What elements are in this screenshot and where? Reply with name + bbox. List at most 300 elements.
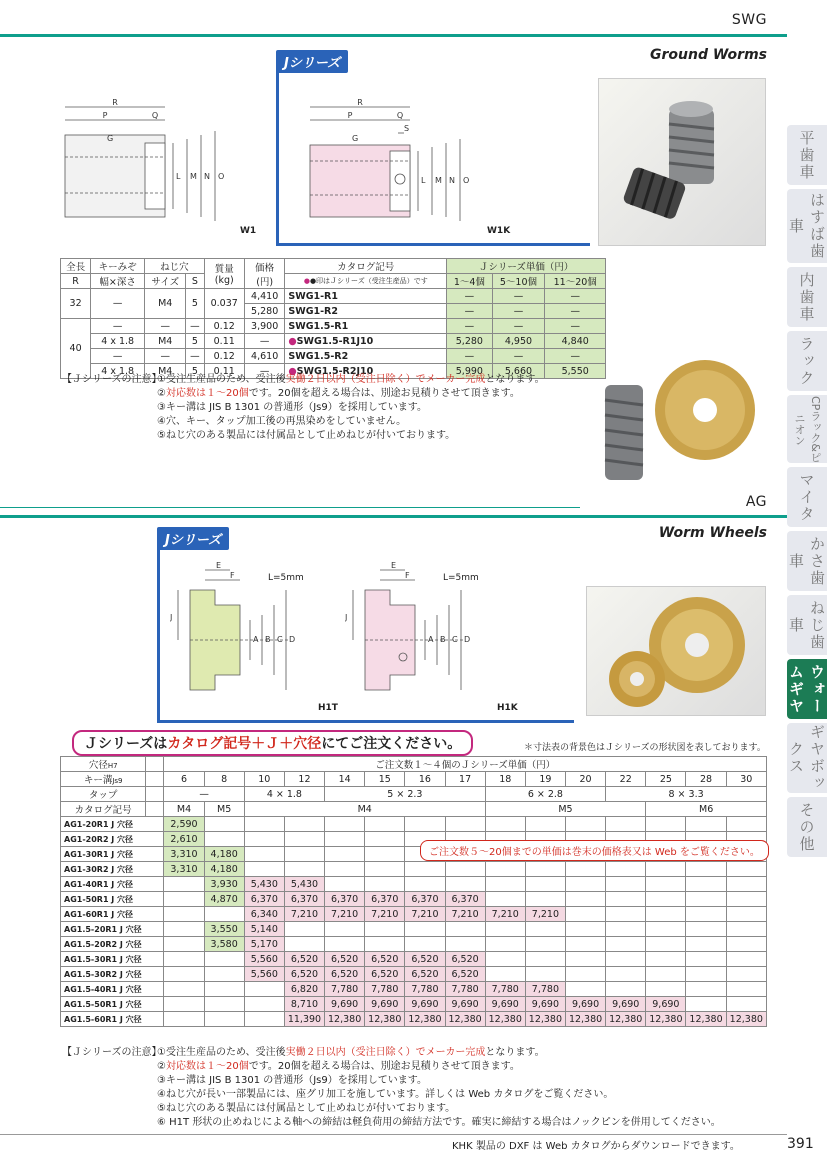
price-cell: [244, 832, 284, 847]
price-cell: 7,210: [405, 907, 445, 922]
price-cell: [726, 907, 766, 922]
bore-16: 16: [405, 772, 445, 787]
w1k-label-o: O: [463, 176, 470, 185]
note-item: [157, 429, 545, 443]
note-item: [157, 401, 545, 415]
h1t-name: H1T: [318, 703, 338, 713]
cell-catalog: [285, 304, 447, 319]
h1t-l-value: L=5mm: [268, 573, 304, 583]
price-cell: [164, 967, 204, 982]
price-cell: [244, 982, 284, 997]
worm-gear-set-photo: [600, 355, 770, 485]
price-cell: [565, 937, 605, 952]
th-kakaku: 価格 (円): [244, 259, 284, 289]
section-rule-swg: [0, 34, 787, 37]
price-cell: 6,520: [405, 967, 445, 982]
h1t-label-j: J: [170, 613, 173, 622]
price-cell: 4,180: [204, 847, 244, 862]
h1k-label-b: B: [440, 635, 446, 644]
price-cell: 6,520: [365, 952, 405, 967]
th-key-sub: Js9: [112, 777, 123, 785]
price-cell: 5,140: [244, 922, 284, 937]
price-cell: [565, 862, 605, 877]
price-cell: [325, 862, 365, 877]
price-cell: [325, 832, 365, 847]
price-cell: 12,380: [325, 1012, 365, 1027]
cell-catalog: [285, 334, 447, 349]
w1k-label-q: Q: [396, 111, 404, 120]
h1k-label-c: C: [452, 635, 458, 644]
bore-28: 28: [686, 772, 726, 787]
note-emphasis: 実働２日以内（受注日除く）でメーカー完成: [285, 374, 486, 385]
price-cell: [525, 937, 565, 952]
price-cell: 9,690: [565, 997, 605, 1012]
price-cell: 12,380: [365, 1012, 405, 1027]
price-cell: [164, 952, 204, 967]
cell-catalog: AG1-20R1 J 穴径: [61, 817, 164, 832]
price-cell: [445, 862, 485, 877]
cell-p2: 5,660: [492, 364, 545, 379]
price-cell: 3,310: [164, 862, 204, 877]
price-cell: [164, 997, 204, 1012]
cell-r: 32: [61, 289, 91, 319]
note-item: [157, 1088, 721, 1102]
ag-notes: [62, 1046, 767, 1132]
price-cell: [565, 892, 605, 907]
note-text: です。20個を超える場合は、別途お見積りさせて頂きます。: [248, 388, 520, 399]
cell-size: M4: [145, 289, 186, 319]
price-cell: 7,780: [325, 982, 365, 997]
bore-19: 19: [525, 772, 565, 787]
cell-catalog: AG1-30R1 J 穴径: [61, 847, 164, 862]
price-cell: [606, 907, 646, 922]
price-cell: [726, 892, 766, 907]
price-cell: 6,340: [244, 907, 284, 922]
price-cell: [284, 817, 324, 832]
price-cell: 6,520: [365, 967, 405, 982]
price-cell: [284, 922, 324, 937]
price-cell: 12,380: [606, 1012, 646, 1027]
price-cell: 12,380: [445, 1012, 485, 1027]
price-cell: [244, 997, 284, 1012]
price-cell: 12,380: [405, 1012, 445, 1027]
price-cell: 6,520: [445, 952, 485, 967]
w1-label-r: R: [112, 98, 118, 107]
catalog-code: SWG1.5-R1: [288, 320, 349, 332]
price-cell: [686, 952, 726, 967]
price-cell: [365, 847, 405, 862]
cell-catalog: AG1.5-30R1 J 穴径: [61, 952, 164, 967]
price-cell: [164, 877, 204, 892]
note-item: [157, 1046, 721, 1060]
cell-kg: 0.037: [204, 289, 244, 319]
th-key: [61, 772, 146, 787]
price-cell: [325, 937, 365, 952]
th-r: R: [61, 274, 91, 289]
price-cell: [244, 817, 284, 832]
price-cell: [646, 967, 686, 982]
table-row: [61, 937, 767, 952]
table-row: [61, 967, 767, 982]
note-emphasis: 実働２日以内（受注日除く）でメーカー完成: [285, 1047, 486, 1058]
price-cell: [606, 952, 646, 967]
note-item: [157, 1102, 721, 1116]
price-cell: [686, 922, 726, 937]
diagram-w1: [55, 95, 270, 245]
price-cell: 9,690: [405, 997, 445, 1012]
price-cell: 6,370: [405, 892, 445, 907]
cell-p3: —: [545, 349, 606, 364]
price-cell: 7,210: [365, 907, 405, 922]
w1k-label-r: R: [357, 98, 363, 107]
price-cell: [325, 847, 365, 862]
price-cell: 5,170: [244, 937, 284, 952]
cell-key: 4 x 1.8: [91, 364, 145, 379]
cell-s: 5: [186, 289, 204, 319]
h1k-name: H1K: [497, 703, 518, 713]
price-cell: [244, 862, 284, 877]
cell-size: —: [145, 349, 186, 364]
price-cell: [365, 817, 405, 832]
price-cell: 12,380: [485, 1012, 525, 1027]
th-jprice: Ｊシリーズ単価（円）: [447, 259, 606, 274]
sidebar-tab-0[interactable]: 平歯車: [787, 125, 827, 185]
keyway-size: 4 × 1.8: [244, 787, 324, 802]
price-cell: [204, 832, 244, 847]
cell-catalog: AG1.5-40R1 J 穴径: [61, 982, 164, 997]
price-cell: 6,820: [284, 982, 324, 997]
cell-size: M4: [145, 364, 186, 379]
j-series-dot: ●: [288, 365, 297, 377]
cell-p3: —: [545, 319, 606, 334]
cell-catalog: AG1.5-50R1 J 穴径: [61, 997, 164, 1012]
price-cell: [686, 892, 726, 907]
price-cell: 7,780: [525, 982, 565, 997]
sidebar-tab-4[interactable]: CPラック&ピニオン: [787, 395, 827, 463]
th-q2: 5～10個: [492, 274, 545, 289]
th-spacer: [146, 787, 164, 802]
cell-catalog: [285, 289, 447, 304]
cell-price: 4,410: [244, 289, 284, 304]
price-cell: 6,520: [284, 952, 324, 967]
price-cell: [485, 967, 525, 982]
bore-22: 22: [606, 772, 646, 787]
price-cell: [244, 847, 284, 862]
catalog-code: SWG1.5-R2J10: [296, 365, 374, 377]
price-cell: [325, 922, 365, 937]
price-cell: 7,210: [525, 907, 565, 922]
cell-kg: 0.11: [204, 334, 244, 349]
price-cell: [565, 922, 605, 937]
note-item: [157, 1116, 721, 1130]
note-text: ⑤ねじ穴のある製品には付属品として止めねじが付いております。: [157, 430, 456, 441]
cell-p1: —: [447, 289, 492, 304]
price-cell: 5,430: [284, 877, 324, 892]
table-row: [61, 1012, 767, 1027]
diagram-h1k: [345, 560, 535, 720]
price-cell: [726, 952, 766, 967]
sidebar-tab-1[interactable]: はすば歯車: [787, 189, 827, 263]
price-cell: [485, 877, 525, 892]
price-cell: [646, 937, 686, 952]
price-cell: [284, 937, 324, 952]
price-cell: [405, 862, 445, 877]
price-cell: [284, 832, 324, 847]
cell-price: 5,280: [244, 304, 284, 319]
price-cell: [485, 817, 525, 832]
price-cell: [365, 937, 405, 952]
th-spacer: [146, 802, 164, 817]
price-cell: 4,180: [204, 862, 244, 877]
h1t-label-c: C: [277, 635, 283, 644]
table-row: [61, 922, 767, 937]
sidebar-tab-10[interactable]: その他: [787, 797, 827, 857]
price-cell: 9,690: [445, 997, 485, 1012]
price-cell: [686, 862, 726, 877]
note-text: ③キー溝は JIS B 1301 の普通形（Js9）を採用しています。: [157, 402, 427, 413]
gear-set-illustration: [600, 355, 770, 485]
price-cell: [164, 1012, 204, 1027]
cell-s: 5: [186, 364, 204, 379]
price-cell: [565, 877, 605, 892]
price-cell: 7,780: [485, 982, 525, 997]
cell-p3: —: [545, 289, 606, 304]
note-text: ②: [157, 388, 166, 399]
w1k-label-s: S: [404, 124, 410, 133]
keyway-size: 5 × 2.3: [325, 787, 486, 802]
cell-size: M4: [145, 334, 186, 349]
th-q1: 1～4個: [447, 274, 492, 289]
price-cell: 3,580: [204, 937, 244, 952]
price-cell: 3,930: [204, 877, 244, 892]
note-text: ②: [157, 1061, 166, 1072]
price-cell: [485, 892, 525, 907]
price-cell: [485, 952, 525, 967]
price-cell: 6,370: [445, 892, 485, 907]
cell-price: 4,610: [244, 349, 284, 364]
w1-label-p: P: [102, 111, 108, 120]
price-cell: 6,520: [325, 967, 365, 982]
price-cell: [405, 922, 445, 937]
tap-size: M4: [244, 802, 485, 817]
ag-notes-label: 【Ｊシリーズの注意】: [62, 1047, 162, 1058]
worm-illustration: [599, 79, 767, 247]
th-size: サイズ: [145, 274, 186, 289]
price-cell: [646, 862, 686, 877]
cell-p3: 4,840: [545, 334, 606, 349]
price-cell: [686, 997, 726, 1012]
bore-12: 12: [284, 772, 324, 787]
j-series-badge-swg: Jシリーズ: [276, 50, 348, 73]
table-row: [61, 952, 767, 967]
section-title-ag: Worm Wheels: [658, 525, 767, 541]
price-cell: [565, 817, 605, 832]
price-cell: [726, 997, 766, 1012]
note-text: ⑤ねじ穴のある製品には付属品として止めねじが付いております。: [157, 1103, 456, 1114]
note-item: [157, 387, 545, 401]
price-cell: [485, 862, 525, 877]
price-cell: [445, 817, 485, 832]
cell-catalog: AG1.5-20R2 J 穴径: [61, 937, 164, 952]
cell-p1: —: [447, 349, 492, 364]
table-row: [61, 892, 767, 907]
th-tap: タップ: [61, 787, 146, 802]
cell-size: —: [145, 319, 186, 334]
order-instruction-callout: Ｊシリーズはカタログ記号＋Ｊ＋穴径にてご注文ください。: [72, 730, 473, 756]
price-cell: 6,520: [445, 967, 485, 982]
note-text: ⑥ H1T 形状の止めねじによる軸への締結は軽負荷用の締結方法です。確実に締結する場合はノックピンを併用してください。: [157, 1117, 721, 1128]
price-cell: [565, 952, 605, 967]
sidebar-tab-7[interactable]: ねじ歯車: [787, 595, 827, 655]
price-cell: 6,520: [284, 967, 324, 982]
price-cell: [164, 937, 204, 952]
price-cell: [204, 1012, 244, 1027]
cell-key: 4 x 1.8: [91, 334, 145, 349]
price-cell: [606, 937, 646, 952]
sidebar-tab-3[interactable]: ラック: [787, 331, 827, 391]
price-cell: 12,380: [726, 1012, 766, 1027]
th-nejiana: ねじ穴: [145, 259, 204, 274]
price-cell: [726, 937, 766, 952]
cell-p1: 5,990: [447, 364, 492, 379]
price-cell: 9,690: [485, 997, 525, 1012]
cell-key: —: [91, 349, 145, 364]
price-cell: [646, 982, 686, 997]
header-row-tap: [61, 802, 767, 817]
price-cell: [365, 922, 405, 937]
price-cell: [565, 967, 605, 982]
price-cell: 7,210: [445, 907, 485, 922]
bore-8: 8: [204, 772, 244, 787]
price-cell: [525, 952, 565, 967]
section-title-swg: Ground Worms: [650, 47, 767, 63]
table-row: [61, 862, 767, 877]
price-cell: [606, 892, 646, 907]
note-item: [157, 1074, 721, 1088]
catalog-code: SWG1-R2: [288, 305, 338, 317]
th-bore: [61, 757, 146, 772]
swg-spec-table: [60, 258, 606, 379]
swg-notes-list: [157, 373, 545, 443]
bore-14: 14: [325, 772, 365, 787]
section-rule-ag: [0, 515, 787, 518]
header-row-keyway: [61, 787, 767, 802]
table-row: [61, 349, 606, 364]
cell-p2: 4,950: [492, 334, 545, 349]
note-text: となります。: [485, 1047, 545, 1058]
note-item: [157, 373, 545, 387]
sidebar-tab-8[interactable]: ウォームギヤ: [787, 659, 827, 719]
price-cell: 7,780: [365, 982, 405, 997]
price-cell: [164, 892, 204, 907]
table-row: [61, 817, 767, 832]
note-text: ④穴、キー、タップ加工後の再黒染めをしていません。: [157, 416, 407, 427]
table-background-footnote: ＊寸法表の背景色はＪシリーズの形状図を表しております。: [524, 743, 766, 753]
price-cell: [726, 982, 766, 997]
price-cell: [405, 817, 445, 832]
bore-25: 25: [646, 772, 686, 787]
sidebar-tab-9[interactable]: ギヤボックス: [787, 724, 826, 792]
h1t-label-a: A: [253, 635, 259, 644]
ag-notes-list: [157, 1046, 721, 1130]
cell-kg: 0.12: [204, 349, 244, 364]
price-cell: [646, 952, 686, 967]
price-cell: 12,380: [565, 1012, 605, 1027]
price-cell: [606, 877, 646, 892]
price-cell: 6,370: [284, 892, 324, 907]
price-cell: [606, 817, 646, 832]
ground-worm-photo: [598, 78, 766, 246]
price-cell: 12,380: [686, 1012, 726, 1027]
cell-kg: 0.12: [204, 319, 244, 334]
w1k-label-g: G: [352, 134, 359, 143]
cell-catalog: AG1-40R1 J 穴径: [61, 877, 164, 892]
price-cell: [686, 907, 726, 922]
cell-s: —: [186, 319, 204, 334]
cell-catalog: AG1-20R2 J 穴径: [61, 832, 164, 847]
sidebar-tab-5[interactable]: マイタ: [787, 467, 827, 527]
w1-label-m: M: [190, 172, 197, 181]
w1k-label-m: M: [435, 176, 442, 185]
price-cell: 9,690: [525, 997, 565, 1012]
price-cell: 3,310: [164, 847, 204, 862]
note-emphasis: 対応数は１～20個: [165, 1061, 249, 1072]
sidebar-tab-2[interactable]: 内歯車: [787, 267, 827, 327]
table-row: [61, 877, 767, 892]
sidebar-tab-6[interactable]: かさ歯車: [787, 531, 827, 591]
page-number: 391: [787, 1136, 814, 1152]
price-cell: [525, 922, 565, 937]
cell-price: —: [244, 334, 284, 349]
price-cell: 9,690: [365, 997, 405, 1012]
price-cell: 2,610: [164, 832, 204, 847]
section-rule-top-ag: [0, 507, 580, 508]
h1k-label-a: A: [428, 635, 434, 644]
h1k-label-j: J: [345, 613, 348, 622]
price-cell: 9,690: [646, 997, 686, 1012]
price-cell: 7,210: [284, 907, 324, 922]
price-cell: [726, 862, 766, 877]
price-cell: 11,390: [284, 1012, 324, 1027]
price-cell: [646, 877, 686, 892]
h1k-label-f: F: [405, 571, 410, 580]
header-row-bore: [61, 757, 767, 772]
cell-p3: —: [545, 304, 606, 319]
price-cell: [325, 877, 365, 892]
price-cell: [525, 892, 565, 907]
th-bore-label: 穴径: [88, 760, 108, 771]
th-catalog: カタログ記号: [61, 802, 146, 817]
price-cell: [525, 877, 565, 892]
ag-price-table: [60, 756, 767, 1027]
diagram-h1t: [170, 560, 360, 720]
price-cell: [726, 922, 766, 937]
cell-p1: 5,280: [447, 334, 492, 349]
section-code-swg: SWG: [731, 12, 767, 28]
catalog-code: SWG1-R1: [288, 290, 338, 302]
cell-p2: —: [492, 289, 545, 304]
w1k-label-p: P: [347, 111, 353, 120]
tap-size: M6: [646, 802, 767, 817]
price-cell: [445, 877, 485, 892]
price-cell: [646, 817, 686, 832]
footer-rule: [0, 1134, 787, 1135]
note-emphasis: 対応数は１～20個: [165, 388, 249, 399]
cell-key: —: [91, 289, 145, 319]
th-catnote: ●●印はＪシリーズ（受注生産品）です: [285, 274, 447, 289]
h1t-label-e: E: [216, 561, 222, 570]
price-cell: [606, 982, 646, 997]
